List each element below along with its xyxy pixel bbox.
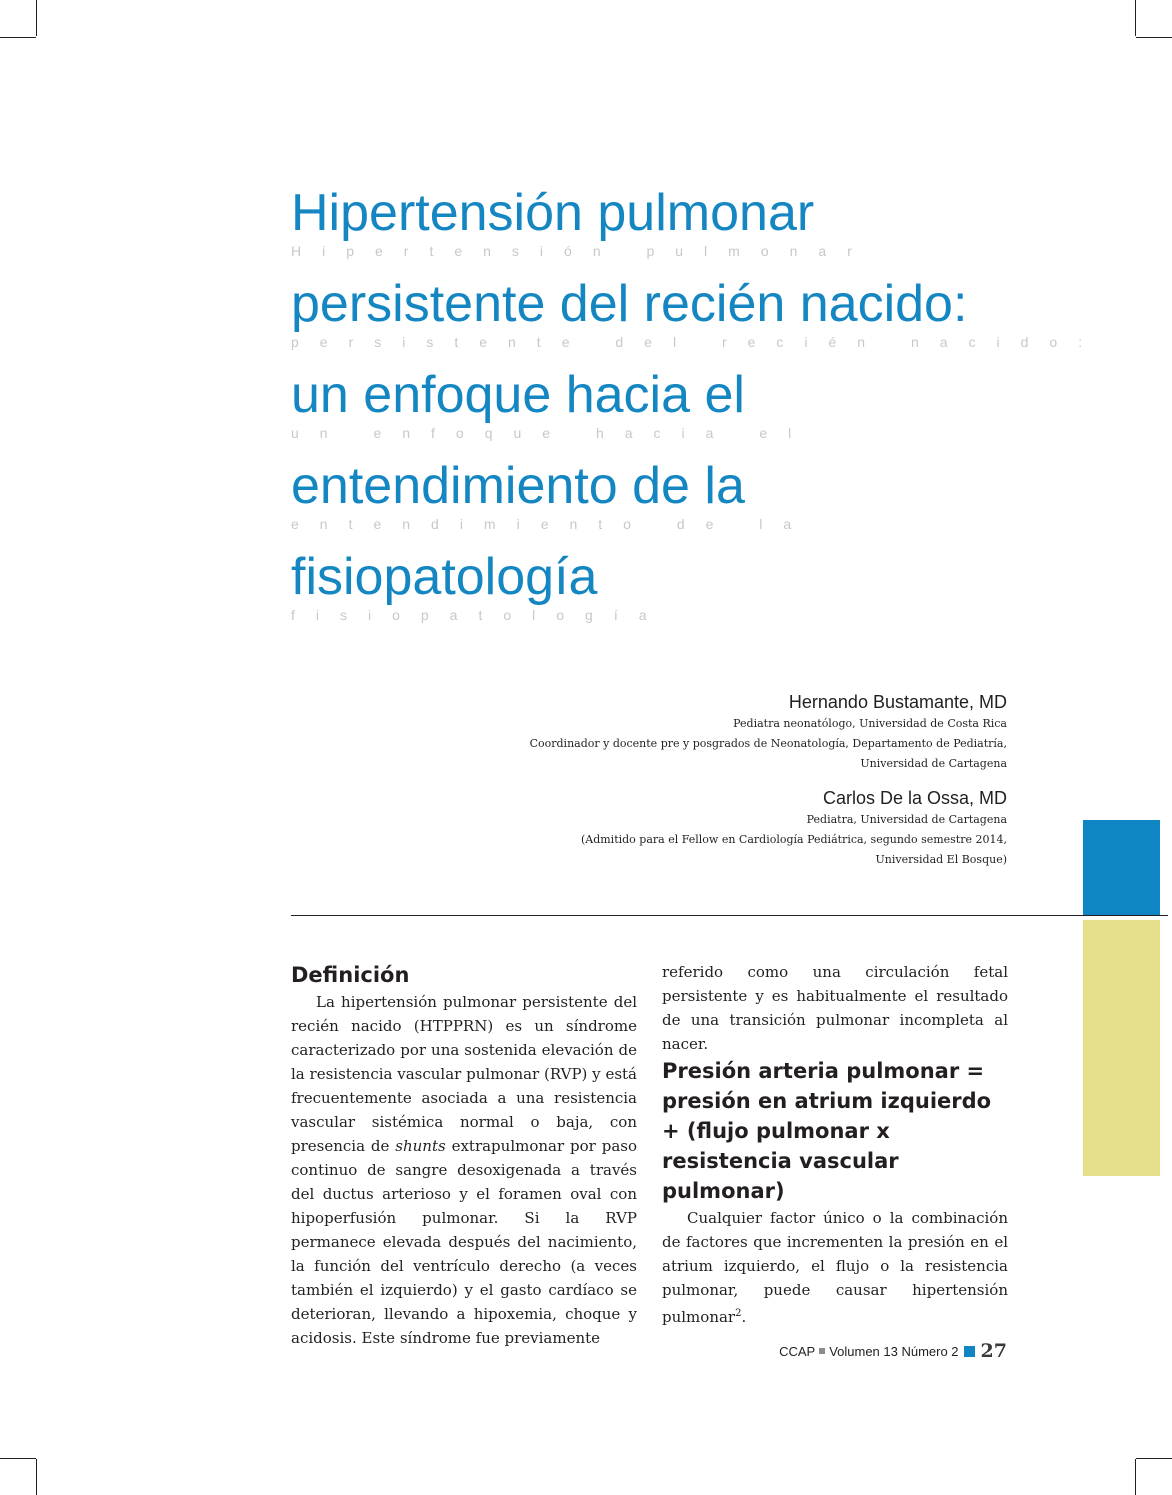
title-text: un enfoque hacia el (291, 366, 745, 424)
title-ghost-text: un enfoque hacia el (291, 425, 813, 441)
title-line (291, 546, 1051, 637)
page-footer (779, 1340, 1007, 1362)
title-text: Hipertensión pulmonar (291, 184, 815, 242)
paragraph-text: . (741, 1308, 747, 1326)
crop-mark-bottom-left-h (0, 1458, 36, 1459)
title-line (291, 273, 1104, 364)
crop-mark-top-left-h (0, 37, 36, 38)
crop-mark-bottom-right-h (1136, 1458, 1172, 1459)
emphasis-text: shunts (395, 1137, 446, 1155)
title-line (291, 455, 1051, 546)
crop-mark-bottom-left (36, 1459, 37, 1495)
author-affiliation: Coordinador y docente pre y posgrados de Neonatología, Departamento de Pediatría, (529, 737, 1007, 750)
author-affiliation: Universidad de Cartagena (860, 757, 1007, 770)
section-heading-formula: Presión arteria pulmonar = presión en atrium izquierdo + (flujo pulmonar x resistencia vascular pulmonar) (662, 1059, 992, 1203)
citation-superscript: 2 (735, 1308, 742, 1319)
title-text: entendimiento de la (291, 457, 745, 515)
author-affiliation: (Admitido para el Fellow en Cardiología Pediátrica, segundo semestre 2014, (580, 833, 1007, 846)
article-title (291, 182, 1104, 637)
author-name: Carlos De la Ossa, MD (822, 788, 1007, 808)
body-column-left (291, 960, 637, 1350)
crop-mark-top-right (1135, 0, 1136, 36)
title-ghost-text: fisiopatología (291, 607, 668, 623)
crop-mark-top-left (36, 0, 37, 36)
paragraph-text: La hipertensión pulmonar persistente del recién nacido (HTPPRN) es un síndrome caracterizado por una sostenida elevación de la resistencia vascular pulmonar (RVP) y está frecuentemente asociada a una resistencia vascular sistémica normal o baja, con presencia de (291, 993, 637, 1155)
author-affiliation: Pediatra, Universidad de Cartagena (806, 813, 1007, 826)
body-column-right (662, 960, 1008, 1329)
author-name: Hernando Bustamante, MD (788, 692, 1007, 712)
separator-square (819, 1348, 825, 1354)
crop-mark-bottom-right (1135, 1459, 1136, 1495)
title-text: persistente del recién nacido: (291, 275, 968, 333)
author-affiliation: Universidad El Bosque) (875, 853, 1007, 866)
paragraph-factors (662, 1206, 1008, 1329)
section-heading-definicion: Definición (291, 963, 410, 987)
paragraph-text: extrapulmonar por paso continuo de sangre desoxigenada a través del ductus arterioso y el foramen oval con hipoperfusión pulmonar. Si la RVP permanece elevada después del nacimiento, la función del ventrículo derecho (a veces también el izquierdo) y el gasto cardíaco se deterioran, llevando a hipoxemia, choque y acidosis. Este síndrome fue previamente (291, 1137, 637, 1347)
title-ghost-text: Hipertensión pulmonar (291, 243, 873, 259)
crop-mark-top-right-h (1136, 37, 1172, 38)
paragraph-continuation: referido como una circulación fetal persistente y es habitualmente el resultado de una transición pulmonar incompleta al nacer. (662, 963, 1008, 1053)
paragraph-definition (291, 990, 637, 1350)
title-line (291, 364, 1051, 455)
title-text: fisiopatología (291, 548, 598, 606)
author-2 (307, 786, 1007, 870)
separator-square-blue (964, 1346, 975, 1357)
section-tab-yellow (1083, 920, 1160, 1176)
divider-rule (291, 915, 1168, 916)
author-affiliation: Pediatra neonatólogo, Universidad de Costa Rica (733, 717, 1007, 730)
title-ghost-text: persistente del recién nacido: (291, 334, 1104, 350)
title-ghost-text: entendimiento de la (291, 516, 813, 532)
author-1 (307, 690, 1007, 774)
title-line (291, 182, 1051, 273)
page-number: 27 (980, 1340, 1007, 1362)
paragraph-text: Cualquier factor único o la combinación de factores que incrementen la presión en el atrium izquierdo, el flujo o la resistencia pulmonar, puede causar hipertensión pulmonar (662, 1209, 1008, 1326)
journal-volume: Volumen 13 Número 2 (829, 1343, 959, 1359)
section-tab-blue (1083, 820, 1160, 915)
author-block (307, 690, 1007, 870)
journal-name: CCAP (779, 1343, 816, 1359)
